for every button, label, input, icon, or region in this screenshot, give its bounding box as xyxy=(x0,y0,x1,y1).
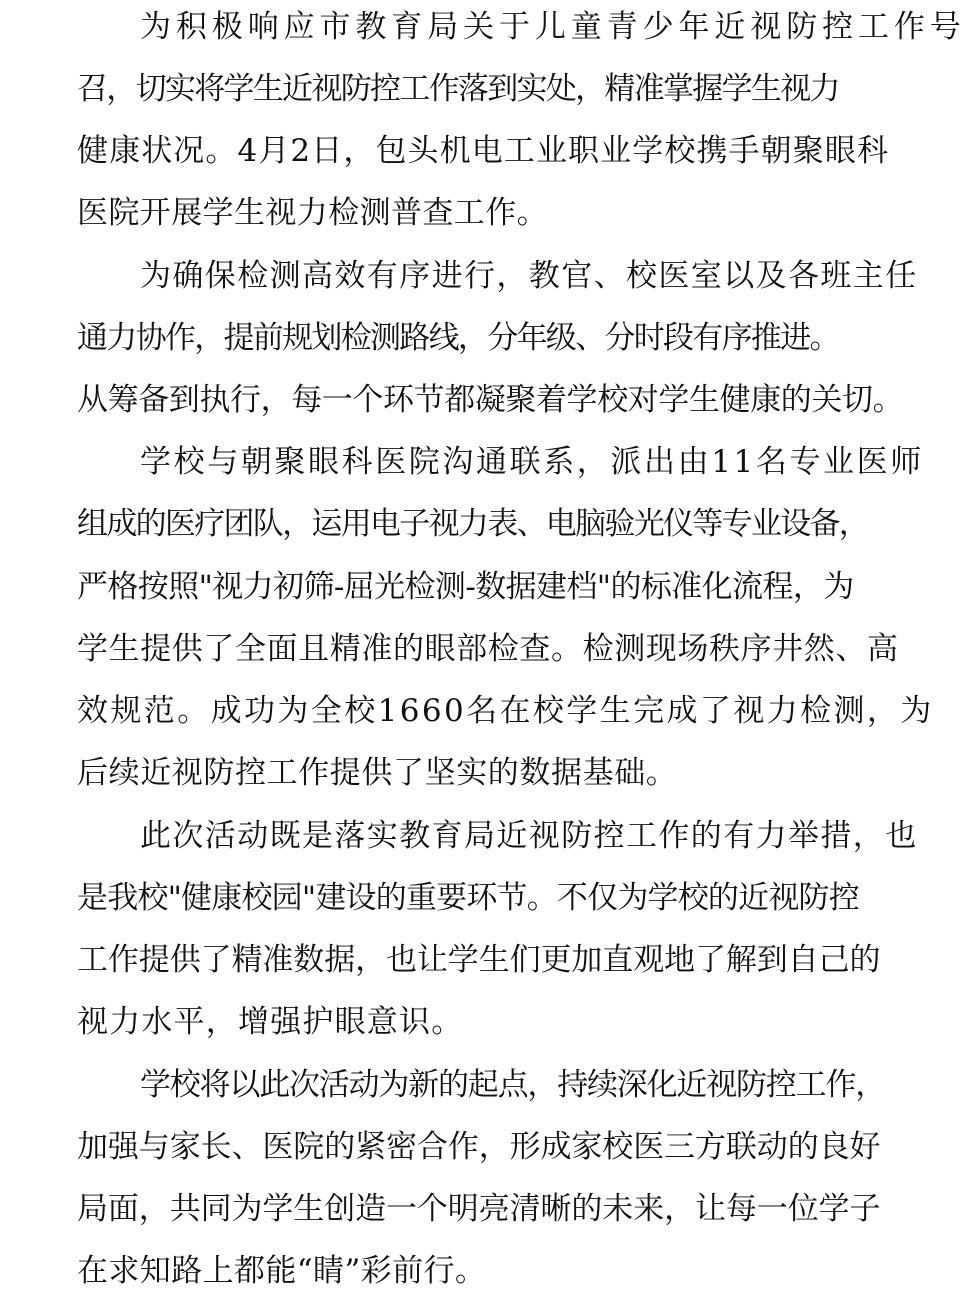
paragraph-1-line-1: 为积极响应市教育局关于儿童青少年近视防控工作号 xyxy=(140,9,966,45)
paragraph-3-line-4: 学生提供了全面且精准的眼部检查。检测现场秩序井然、高 xyxy=(77,631,899,667)
paragraph-5-line-3: 局面，共同为学生创造一个明亮清晰的未来，让每一位学子 xyxy=(77,1191,881,1227)
paragraph-2-line-3: 从筹备到执行，每一个环节都凝聚着学校对学生健康的关切。 xyxy=(77,382,904,418)
paragraph-2-line-2: 通力协作，提前规划检测路线，分年级、分时段有序推进。 xyxy=(77,320,839,356)
paragraph-5-line-4: 在求知路上都能“睛”彩前行。 xyxy=(77,1253,487,1289)
paragraph-1-line-2: 召，切实将学生近视防控工作落到实处，精准掌握学生视力 xyxy=(77,71,839,107)
paragraph-3-line-3: 严格按照"视力初筛-屈光检测-数据建档"的标准化流程，为 xyxy=(77,569,854,605)
paragraph-4-line-2: 是我校"健康校园"建设的重要环节。不仅为学校的近视防控 xyxy=(77,880,859,916)
paragraph-4-line-1: 此次活动既是落实教育局近视防控工作的有力举措，也 xyxy=(140,818,918,854)
paragraph-3-line-1: 学校与朝聚眼科医院沟通联系，派出由11名专业医师 xyxy=(140,444,924,480)
paragraph-2-line-1: 为确保检测高效有序进行，教官、校医室以及各班主任 xyxy=(140,258,918,294)
paragraph-3-line-5: 效规范。成功为全校1660名在校学生完成了视力检测，为 xyxy=(77,693,934,729)
paragraph-5-line-1: 学校将以此次活动为新的起点，持续深化近视防控工作， xyxy=(140,1067,885,1103)
paragraph-1-line-3: 健康状况。4月2日，包头机电工业职业学校携手朝聚眼科 xyxy=(77,133,890,169)
paragraph-4-line-3: 工作提供了精准数据，也让学生们更加直观地了解到自己的 xyxy=(77,942,881,978)
paragraph-3-line-6: 后续近视防控工作提供了坚实的数据基础。 xyxy=(77,755,678,791)
paragraph-4-line-4: 视力水平，增强护眼意识。 xyxy=(77,1004,464,1040)
paragraph-3-line-2: 组成的医疗团队，运用电子视力表、电脑验光仪等专业设备， xyxy=(77,506,869,542)
paragraph-1-line-4: 医院开展学生视力检测普查工作。 xyxy=(77,195,548,231)
paragraph-5-line-2: 加强与家长、医院的紧密合作，形成家校医三方联动的良好 xyxy=(77,1129,881,1165)
